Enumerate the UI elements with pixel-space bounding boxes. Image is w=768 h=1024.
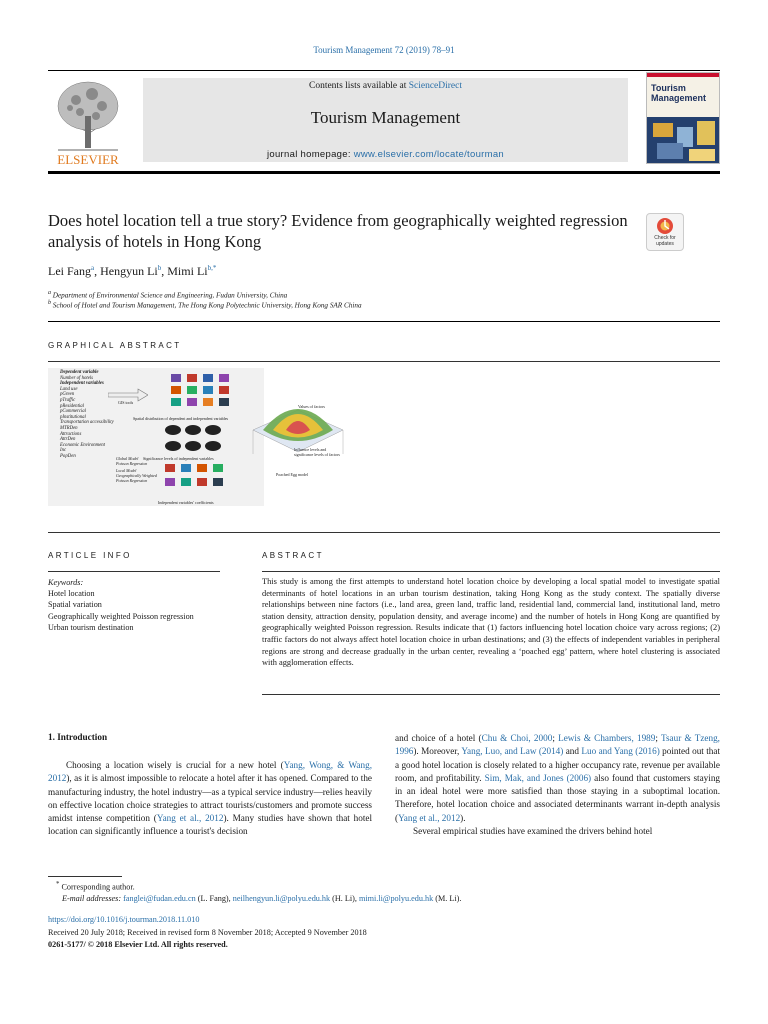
article-info-heading: ARTICLE INFO — [48, 551, 132, 560]
section-divider — [262, 571, 720, 572]
section-divider — [48, 321, 720, 322]
body-text: Choosing a location wisely is crucial for a new hotel ( — [66, 760, 284, 770]
body-text: ; — [552, 733, 559, 743]
author-list: Lei Fang$^a$, Hengyun Li$^b$, Mimi Li$^{b,*}$ — [48, 264, 217, 278]
section-divider — [48, 571, 220, 572]
header-bottom-rule — [48, 171, 720, 174]
graphical-abstract-heading: GRAPHICAL ABSTRACT — [48, 341, 182, 350]
section-divider — [48, 361, 720, 362]
ga-significance-maps — [163, 422, 233, 456]
abstract-text: This study is among the first attempts to understand hotel location choice by developing a local spatial model to investigate spatial determinants of hotel locations in an urban tourism destination, taking Hong Kong as the study context. The spatially diverse relationships between nine factors (i.e., land area, green land, traffic land, residential land, commercial land, institutional land, metro station density, attraction density, population density, and average income) and the number of hotels in Hong Kong are quantified by geographically weighted Poisson regression. Results indicate that (1) factors influencing hotel location choice vary across regions; (2) traffic factors do not always affect hotel location choice in urban destinations; and (3) the effects of independent variables in peripheral regions are strong and decrease gradually in the urban center, revealing a ‘poached egg’ pattern, where hotel clustering is associated with agglomeration effects. — [262, 577, 720, 668]
keyword: Spatial variation — [48, 600, 102, 610]
contents-line: Contents lists available at ScienceDirect — [308, 81, 462, 91]
check-for-updates-badge[interactable] — [646, 213, 684, 251]
citation-link[interactable]: Lewis & Chambers, 1989 — [558, 733, 656, 743]
keywords-label: Keywords: — [48, 578, 84, 587]
body-text: ), as it is almost impossible to relocate a hotel after it has opened. Compared to the manufacturing industry, the hotel industry—as a typical service industry—relies heavily on effective location choice strategies to attract tourists/customers and promote success amidst intense competition ( — [48, 773, 372, 824]
copyright-notice: 0261-5177/ © 2018 Elsevier Ltd. All rights reserved. — [48, 940, 228, 949]
elsevier-tree-logo — [48, 76, 128, 168]
intro-paragraph: Several empirical studies have examined the drivers behind hotel — [413, 826, 653, 837]
email-addresses: E-mail addresses: fanglei@fudan.edu.cn (L. Fang), neilhengyun.li@polyu.edu.hk (H. Li), mimi.li@polyu.edu.hk (M. Li). — [62, 894, 462, 903]
cover-title: Tourism Management — [651, 83, 707, 103]
body-text: ). Many studies have shown that hotel location can significantly influence a tourist's decision — [48, 813, 372, 837]
ga-coefficient-maps — [163, 462, 243, 496]
affiliation: $^a$ Department of Environmental Science and Engineering, Fudan University, China — [48, 290, 288, 300]
publisher-name: ELSEVIER — [57, 152, 119, 167]
citation-link[interactable]: Chu & Choi, 2000 — [481, 733, 553, 743]
email-link[interactable]: fanglei@fudan.edu.cn — [123, 894, 196, 903]
body-text: ). — [460, 812, 466, 823]
citation-link[interactable]: Yang et al., 2012 — [398, 812, 461, 823]
cover-image — [647, 117, 720, 164]
body-text: pointed out that a good hotel location is closely related to a higher occupancy rate, revenue per available room, and profitability. — [395, 746, 721, 783]
author-affil-link[interactable]: b,* — [207, 264, 217, 272]
header-top-rule — [48, 70, 720, 71]
received-dates: Received 20 July 2018; Received in revised form 8 November 2018; Accepted 9 November 2018 — [48, 928, 367, 937]
journal-reference[interactable]: Tourism Management 72 (2019) 78–91 — [313, 45, 455, 55]
affiliation: $^b$ School of Hotel and Tourism Management, The Hong Kong Polytechnic University, Hong Kong SAR China — [48, 300, 362, 310]
body-text: ; — [655, 733, 661, 743]
ga-poached-egg-surface — [248, 390, 348, 470]
intro-right-column — [395, 732, 720, 838]
sciencedirect-link[interactable]: ScienceDirect — [408, 81, 462, 91]
citation-link[interactable]: Tsaur & Tzeng, 1996 — [395, 733, 720, 757]
author-name: Hengyun Li — [100, 264, 158, 278]
citation-link[interactable]: Sim, Mak, and Jones (2006) — [484, 772, 592, 783]
body-text: and — [563, 746, 582, 757]
citation-link[interactable]: Yang, Luo, and Law (2014) — [461, 746, 564, 757]
journal-cover-thumbnail[interactable] — [646, 72, 720, 164]
keywords-block — [48, 577, 194, 633]
doi-link[interactable]: https://doi.org/10.1016/j.tourman.2018.11.010 — [48, 915, 200, 924]
section-heading-introduction: 1. Introduction — [48, 732, 108, 742]
ga-map-tiles — [153, 372, 233, 412]
citation-link[interactable]: Luo and Yang (2016) — [581, 746, 660, 757]
homepage-link[interactable]: www.elsevier.com/locate/tourman — [353, 149, 504, 160]
journal-name: Tourism Management — [310, 108, 461, 127]
body-text: ). Moreover, — [413, 746, 462, 757]
keyword: Hotel location — [48, 589, 95, 599]
email-link[interactable]: mimi.li@polyu.edu.hk — [359, 894, 434, 903]
intro-left-column — [48, 759, 372, 839]
keyword: Urban tourism destination — [48, 622, 134, 632]
abstract-heading: ABSTRACT — [262, 551, 324, 560]
article-title: Does hotel location tell a true story? Evidence from geographically weighted regression analysis of hotels in Hong Kong — [48, 211, 628, 251]
corresponding-author-note: * Corresponding author. — [56, 881, 135, 892]
journal-homepage: journal homepage: www.elsevier.com/locate/tourman — [266, 149, 504, 160]
keyword: Geographically weighted Poisson regression — [48, 611, 194, 621]
author-name: Mimi Li — [167, 264, 208, 278]
body-text: and choice of a hotel ( — [395, 733, 482, 743]
author-affil-link[interactable]: a — [91, 264, 95, 272]
citation-link[interactable]: Yang, Wong, & Wang, 2012 — [48, 760, 372, 784]
graphical-abstract-figure: Dependent variable Number of hotels Independent variables Land use pGreen pTraffic pResidential pCommercial pInstitutional Transportation accessibility MTRDen Attractions AttrDen Economic Environment Inc PopDen GIS tools Spatial distribution of dependent and independent variables Significance levels of independent variables Global Model Poisson Regression Local Model Geographically Weighted Poisson Regression Independent variables' coefficients Values of factors Influence levels and significance levels of factors Poached Egg model — [48, 368, 348, 508]
email-link[interactable]: neilhengyun.li@polyu.edu.hk — [232, 894, 331, 903]
author-name: Lei Fang — [48, 264, 91, 278]
author-affil-link[interactable]: b — [157, 264, 162, 272]
section-divider — [48, 532, 720, 533]
citation-link[interactable]: Yang et al., 2012 — [156, 813, 224, 824]
section-divider — [262, 694, 720, 695]
footnote-rule — [48, 876, 122, 877]
check-updates-label: Check for updates — [654, 235, 676, 247]
ga-variable-list: Dependent variable Number of hotels Independent variables Land use pGreen pTraffic pResidential pCommercial pInstitutional Transportation accessibility MTRDen Attractions AttrDen Economic Environment Inc PopDen — [60, 370, 114, 459]
body-text: also found that customers staying in an ideal hotel were more satisfied than those staying in a suboptimal location. Therefore, hotel location choice and associated determinants warrant in-depth analysis ( — [395, 772, 721, 823]
check-updates-icon — [656, 217, 674, 235]
